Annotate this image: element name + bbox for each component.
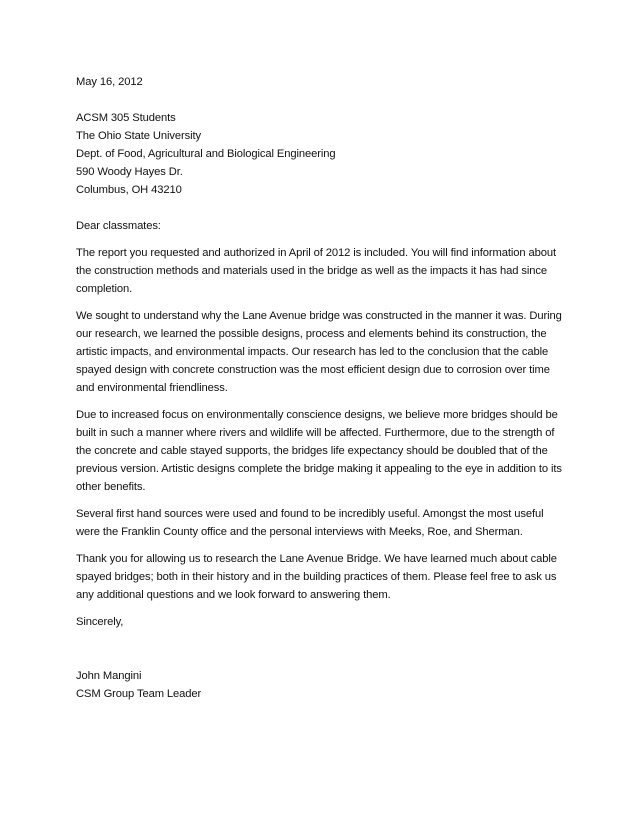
recipient-line: Dept. of Food, Agricultural and Biological Engineering — [76, 148, 336, 160]
letter-date: May 16, 2012 — [76, 76, 143, 88]
salutation: Dear classmates: — [76, 220, 161, 232]
signature-block — [76, 667, 568, 703]
body-paragraph: We sought to understand why the Lane Avenue bridge was constructed in the manner it was. During our research, we learned the possible designs, process and elements behind its construction, the artistic impacts, and environmental impacts. Our research has led to the conclusion that the cable spayed design with concrete construction was the most efficient design due to corrosion over time and environmental friendliness. — [76, 310, 562, 394]
recipient-line: 590 Woody Hayes Dr. — [76, 166, 183, 178]
signer-name: John Mangini — [76, 670, 142, 682]
recipient-line: Columbus, OH 43210 — [76, 184, 182, 196]
body-paragraph: The report you requested and authorized in April of 2012 is included. You will find information about the construction methods and materials used in the bridge as well as the impacts it has had since completion. — [76, 247, 556, 295]
body-paragraph: Due to increased focus on environmentally conscience designs, we believe more bridges should be built in such a manner where rivers and wildlife will be affected. Furthermore, due to the strength of the concrete and cable stayed supports, the bridges life expectancy should be doubled that of the previous version. Artistic designs complete the bridge making it appealing to the eye in addition to its other benefits. — [76, 409, 562, 493]
closing: Sincerely, — [76, 616, 124, 628]
recipient-line: The Ohio State University — [76, 130, 201, 142]
body-paragraph: Several first hand sources were used and found to be incredibly useful. Amongst the most useful were the Franklin County office and the personal interviews with Meeks, Roe, and Sherman. — [76, 508, 544, 538]
letter-body — [76, 73, 568, 703]
body-paragraph: Thank you for allowing us to research the Lane Avenue Bridge. We have learned much about cable spayed bridges; both in their history and in the building practices of them. Please feel free to ask us any additional questions and we look forward to answering them. — [76, 553, 557, 601]
recipient-address — [76, 109, 568, 199]
recipient-line: ACSM 305 Students — [76, 112, 176, 124]
signer-title: CSM Group Team Leader — [76, 688, 202, 700]
